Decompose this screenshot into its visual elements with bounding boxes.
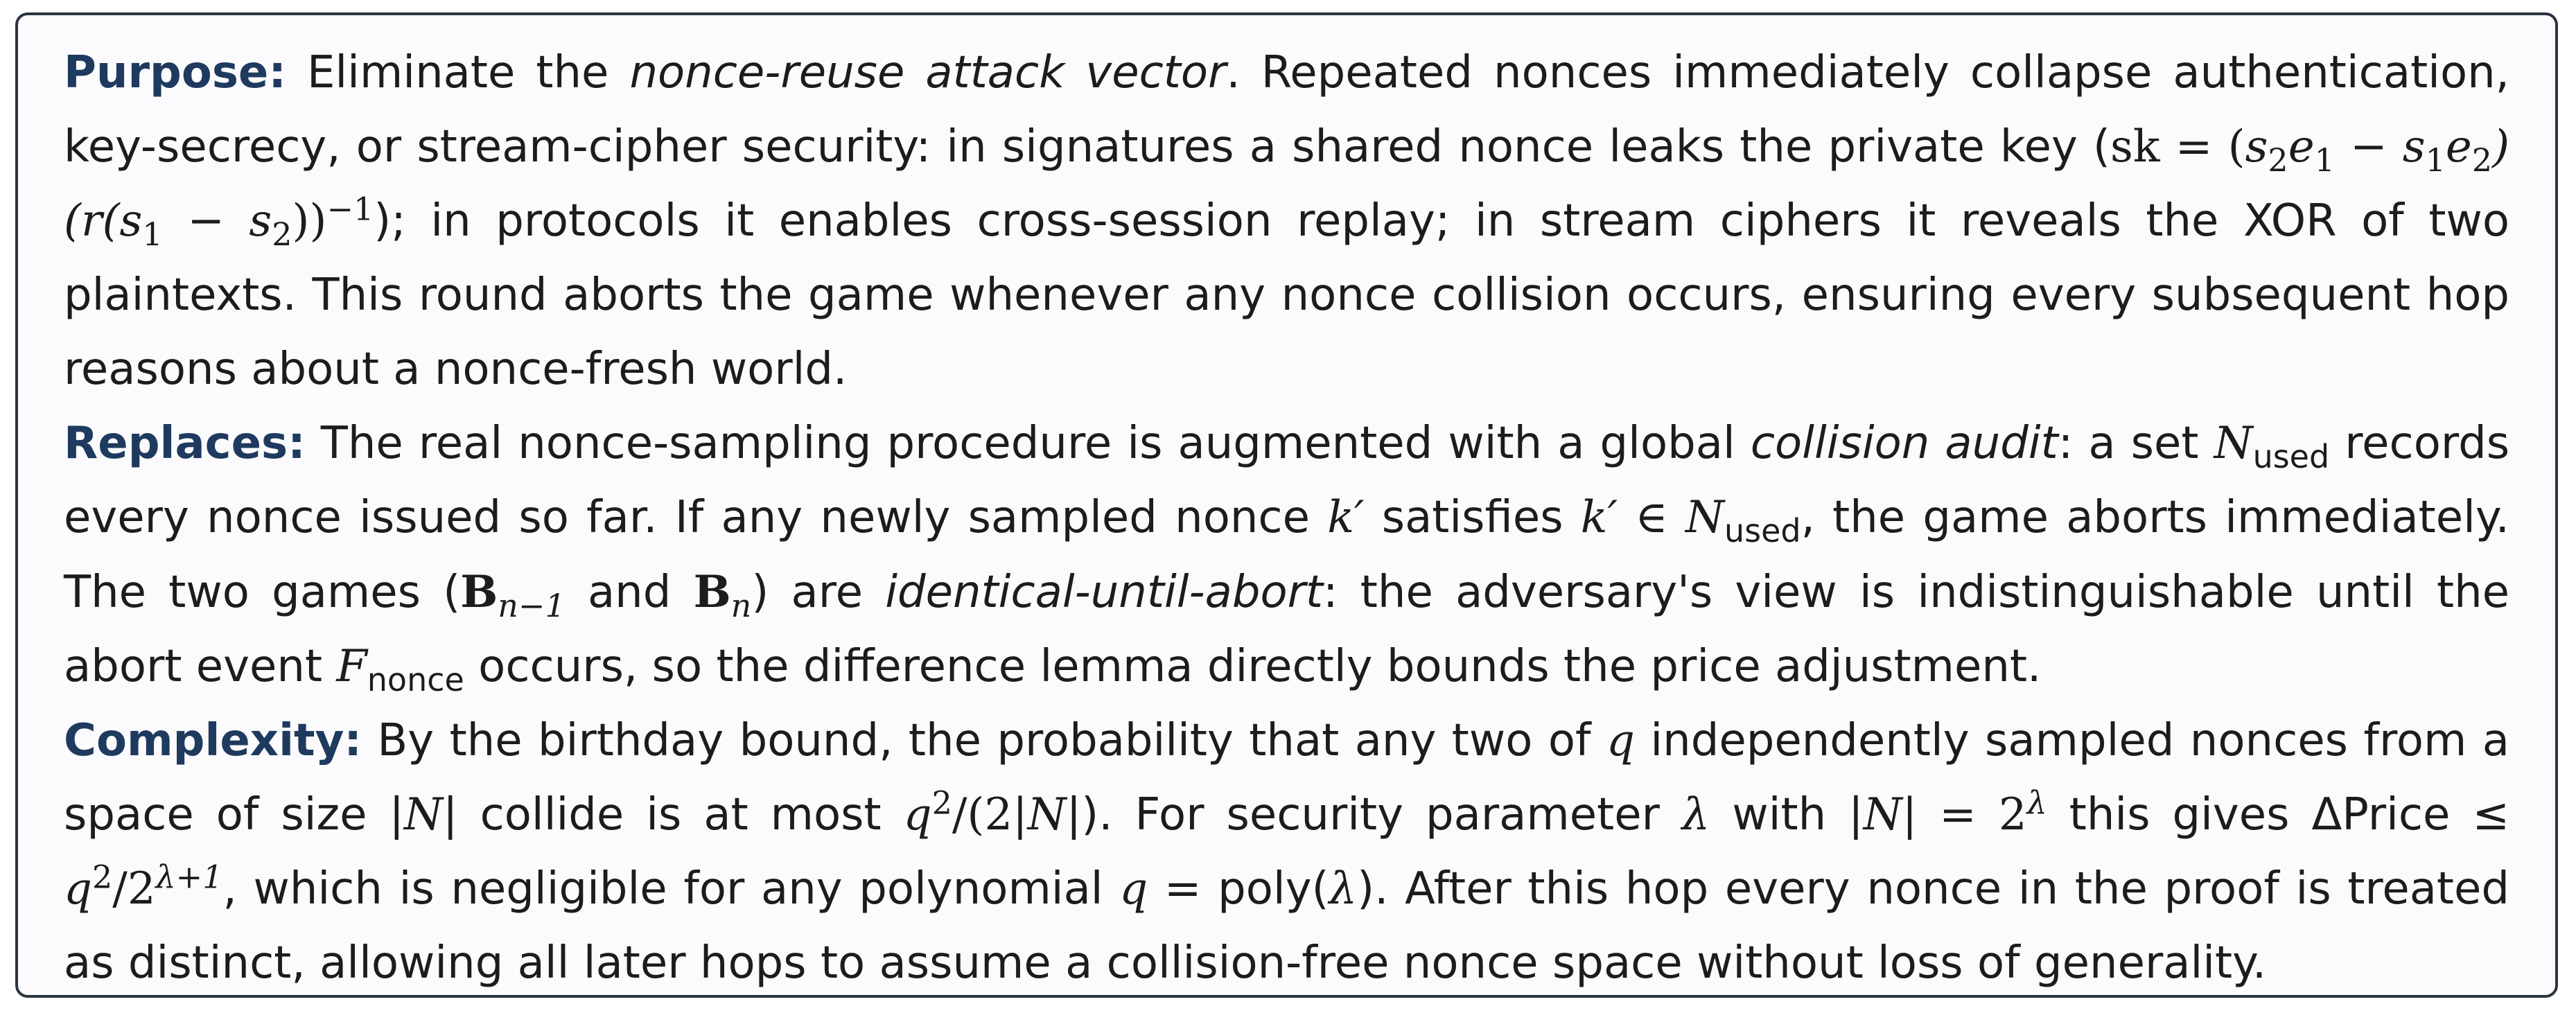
text: | collide is at most bbox=[443, 789, 904, 840]
math: N bbox=[2214, 418, 2253, 469]
math-sup: λ bbox=[2026, 784, 2047, 822]
math-sub: n bbox=[730, 586, 752, 624]
math-sub: 2 bbox=[2471, 141, 2493, 179]
text: ); in protocols it enables cross-session replay; in stream ciphers it reveals the XOR of two plaintexts. This round aborts the game whenever any nonce collision occurs, ensuring every subsequent hop reasons about a nonce-fresh world. bbox=[64, 195, 2510, 395]
math: k′ bbox=[1327, 492, 1365, 543]
math: F bbox=[336, 641, 367, 692]
math-sup: λ+1 bbox=[155, 858, 223, 896]
math: e bbox=[2445, 121, 2472, 173]
math-sub: 1 bbox=[2314, 141, 2335, 179]
math: − bbox=[2334, 121, 2403, 173]
math: N bbox=[404, 789, 444, 840]
math: q bbox=[1606, 715, 1635, 766]
math-sub: 2 bbox=[272, 215, 292, 253]
math: k′ ∈ bbox=[1580, 492, 1685, 543]
text: this gives ΔPrice ≤ bbox=[2047, 789, 2510, 840]
math: sk bbox=[2110, 121, 2160, 173]
text: , the game aborts immediately. The two games ( bbox=[64, 492, 2510, 618]
text: : a set bbox=[2058, 418, 2214, 469]
math-sup: 2 bbox=[91, 858, 113, 896]
text: Eliminate the bbox=[306, 47, 630, 98]
math: − bbox=[162, 195, 249, 247]
emphasis-text: collision audit bbox=[1750, 418, 2058, 469]
math: )(r(s bbox=[64, 121, 2510, 247]
math: B bbox=[460, 566, 498, 618]
math-sub: used bbox=[2252, 437, 2330, 475]
definition-box bbox=[15, 12, 2558, 998]
math: )) bbox=[292, 195, 327, 247]
text: and bbox=[565, 567, 694, 618]
text: independently sampled nonces from a space of size | bbox=[64, 715, 2510, 840]
purpose-heading: Purpose: bbox=[64, 47, 286, 98]
text: with | bbox=[1710, 789, 1864, 840]
math-sub: 2 bbox=[2268, 141, 2288, 179]
math: B bbox=[693, 566, 731, 618]
math: N bbox=[1685, 492, 1724, 543]
math: q bbox=[1119, 863, 1148, 915]
math: λ bbox=[1681, 789, 1710, 840]
text: records every nonce issued so far. If any newly sampled nonce bbox=[64, 418, 2510, 543]
math-sup: 2 bbox=[931, 784, 952, 822]
math-sub: nonce bbox=[367, 660, 464, 698]
text: : the adversary's view is indistinguishable until the abort event bbox=[64, 567, 2510, 692]
math: q bbox=[903, 789, 932, 840]
math-sub: n−1 bbox=[498, 586, 566, 624]
math: q bbox=[64, 863, 92, 915]
purpose-paragraph bbox=[64, 36, 2509, 407]
emphasis-text: identical-until-abort bbox=[885, 567, 1324, 618]
math: /(2| bbox=[952, 789, 1028, 840]
math: /2 bbox=[112, 863, 156, 915]
math-sub: 1 bbox=[2425, 141, 2446, 179]
complexity-heading: Complexity: bbox=[64, 715, 362, 766]
emphasis-text: nonce-reuse attack vector bbox=[629, 47, 1227, 98]
math: s bbox=[2402, 121, 2426, 173]
text: occurs, so the difference lemma directly bounds the price adjustment. bbox=[464, 641, 2042, 692]
math-sub: 1 bbox=[142, 215, 163, 253]
text: The real nonce-sampling procedure is augmented with a global bbox=[320, 418, 1751, 469]
math: s bbox=[249, 195, 272, 247]
complexity-paragraph bbox=[64, 704, 2509, 1001]
text: |). For security parameter bbox=[1066, 789, 1682, 840]
math: e bbox=[2288, 121, 2315, 173]
math: λ bbox=[1329, 863, 1358, 915]
text: = poly( bbox=[1148, 863, 1329, 915]
math-sup: −1 bbox=[326, 190, 374, 228]
text: ). After this hop every nonce in the proof is treated as distinct, allowing all later hops to assume a collision-free nonce space without loss of generality. bbox=[64, 863, 2510, 989]
text: By the birthday bound, the probability that any two of bbox=[377, 715, 1606, 766]
math: | = 2 bbox=[1902, 789, 2027, 840]
math-sub: used bbox=[1724, 511, 1801, 549]
text: satisfies bbox=[1364, 492, 1581, 543]
text: , which is negligible for any polynomial bbox=[222, 863, 1120, 915]
text: ) are bbox=[751, 567, 886, 618]
replaces-paragraph bbox=[64, 407, 2509, 704]
text: . Repeated nonces immediately collapse authentication, key-secrecy, or stream-cipher security: in signatures a shared nonce leaks the private key ( bbox=[64, 47, 2510, 173]
math: N bbox=[1027, 789, 1067, 840]
replaces-heading: Replaces: bbox=[64, 418, 306, 469]
math: = ( bbox=[2159, 121, 2245, 173]
math: s bbox=[2245, 121, 2268, 173]
math: N bbox=[1863, 789, 1902, 840]
